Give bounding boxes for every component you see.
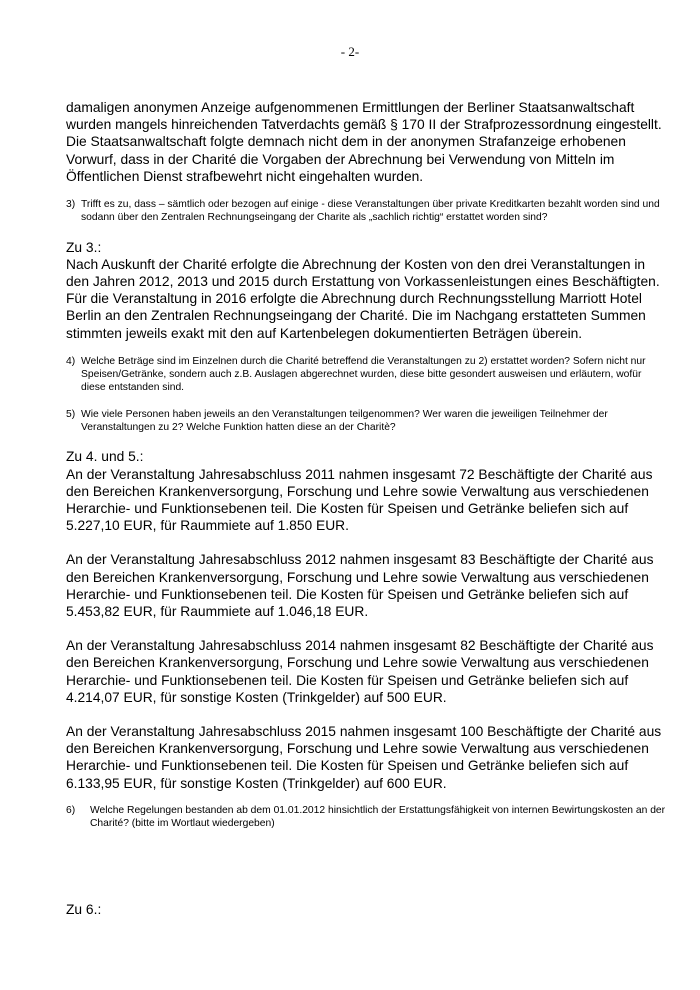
document-body	[66, 99, 666, 830]
question-6	[66, 804, 666, 831]
question-4-text: Welche Beträge sind im Einzelnen durch die Charité betreffend die Veranstaltungen zu 2) erstattet worden? Sofern nicht nur Speisen/Getränke, sondern auch z.B. Auslagen abgerechnet wurden, diese bitte gesondert ausweisen und erläutern, wofür diese entstanden sind.	[81, 355, 646, 394]
question-5-text: Wie viele Personen haben jeweils an den Veranstaltungen teilgenommen? Wer waren die jeweiligen Teilnehmer der Veranstaltungen zu 2? Welche Funktion hatten diese an der Charitè?	[81, 408, 608, 434]
answer-paragraph: An der Veranstaltung Jahresabschluss 2014 nahmen insgesamt 82 Beschäftigte der Charité aus den Bereichen Krankenversorgung, Forschung und Lehre sowie Verwaltung aus verschiedenen Herarchie- und Funktionsebenen teil. Die Kosten für Speisen und Getränke beliefen sich auf 4.214,07 EUR, für sonstige Kosten (Trinkgelder) auf 500 EUR.	[66, 638, 654, 705]
answer-3	[66, 239, 666, 342]
question-6-number: 6)	[66, 804, 76, 816]
answer-6-heading: Zu 6.:	[66, 902, 102, 917]
answer-paragraph: An der Veranstaltung Jahresabschluss 2011 nahmen insgesamt 72 Beschäftigte der Charité aus den Bereichen Krankenversorgung, Forschung und Lehre sowie Verwaltung aus verschiedenen Herarchie- und Funktionsebenen teil. Die Kosten für Speisen und Getränke beliefen sich auf 5.227,10 EUR, für Raummiete auf 1.850 EUR.	[66, 466, 653, 534]
question-4-number: 4)	[66, 355, 76, 367]
page-number: - 2-	[340, 44, 360, 59]
answer-paragraph: An der Veranstaltung Jahresabschluss 2012 nahmen insgesamt 83 Beschäftigte der Charité aus den Bereichen Krankenversorgung, Forschung und Lehre sowie Verwaltung aus verschiedenen Herarchie- und Funktionsebenen teil. Die Kosten für Speisen und Getränke beliefen sich auf 5.453,82 EUR, für Raummiete auf 1.046,18 EUR.	[66, 552, 654, 619]
answer-4-5-heading: Zu 4. und 5.:	[66, 449, 144, 465]
answer-3-heading: Zu 3.:	[66, 239, 102, 255]
question-5-number: 5)	[66, 408, 76, 420]
question-5	[66, 408, 666, 435]
question-3-text: Trifft es zu, dass – sämtlich oder bezogen auf einige - diese Veranstaltungen über private Kreditkarten bezahlt worden sind und sodann über den Zentralen Rechnungseingang der Charite als „sachlich richtig“ erstattet worden sind?	[81, 199, 660, 224]
answer-4-5	[66, 448, 666, 791]
answer-3-text: Nach Auskunft der Charité erfolgte die Abrechnung der Kosten von den drei Veranstaltungen in den Jahren 2012, 2013 und 2015 durch Erstattung von Vorkassenleistungen eines Beschäftigten. Für die Veranstaltung in 2016 erfolgte die Abrechnung durch Rechnungsstellung Marriott Hotel Berlin an den Zentralen Rechnungseingang der Charité. Die im Nachgang erstatteten Summen stimmten jeweils exakt mit den auf Kartenbelegen dokumentierten Beträgen überein.	[66, 256, 660, 341]
question-3	[66, 198, 666, 225]
question-4	[66, 355, 666, 395]
answer-paragraph: An der Veranstaltung Jahresabschluss 2015 nahmen insgesamt 100 Beschäftigte der Charité aus den Bereichen Krankenversorgung, Forschung und Lehre sowie Verwaltung aus verschiedenen Herarchie- und Funktionsebenen teil. Die Kosten für Speisen und Getränke beliefen sich auf 6.133,95 EUR, für sonstige Kosten (Trinkgelder) auf 600 EUR.	[66, 723, 662, 791]
question-6-text: Welche Regelungen bestanden ab dem 01.01.2012 hinsichtlich der Erstattungsfähigkeit von internen Bewirtungskosten an der Charité? (bitte im Wortlaut wiedergeben)	[90, 804, 666, 830]
intro-paragraph: damaligen anonymen Anzeige aufgenommenen Ermittlungen der Berliner Staatsanwaltschaft wurden mangels hinreichenden Tatverdachts gemäß § 170 II der Strafprozessordnung eingestellt. Die Staatsanwaltschaft folgte demnach nicht dem in der anonymen Strafanzeige erhobenen Vorwurf, dass in der Charité die Vorgaben der Abrechnung bei Verwendung von Mitteln im Öffentlichen Dienst strafbewehrt nicht eingehalten wurden.	[66, 100, 662, 184]
question-3-number: 3)	[66, 199, 76, 211]
